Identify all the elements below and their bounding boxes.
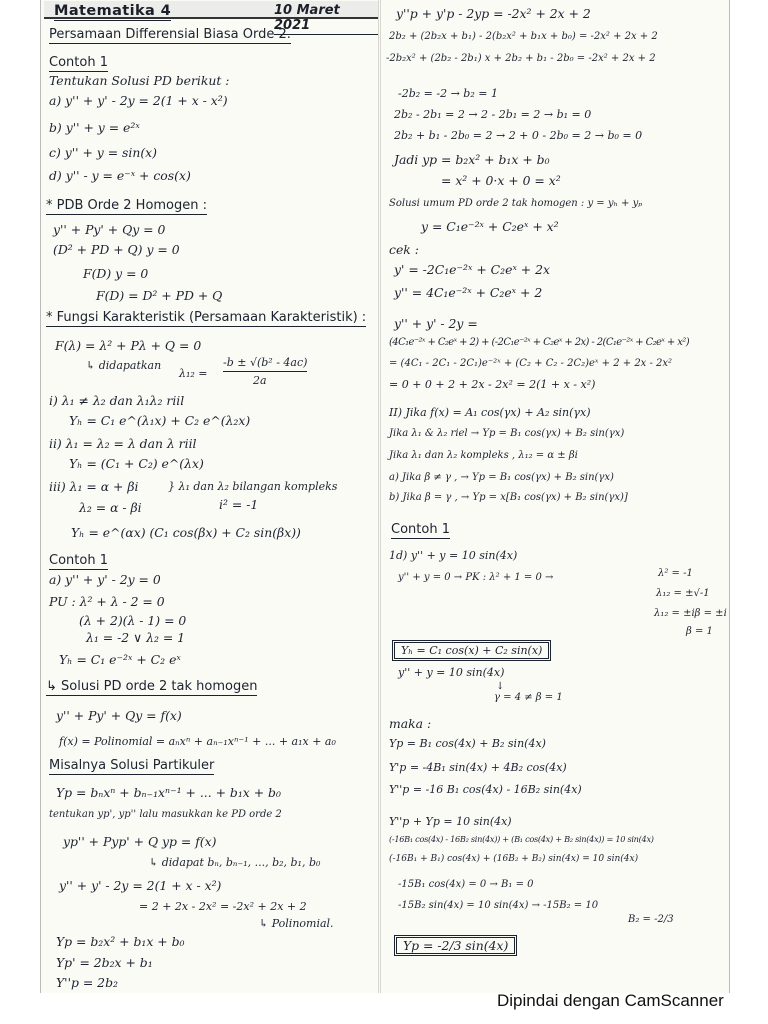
right-line-34: Yp = B₁ cos(4x) + B₂ sin(4x) xyxy=(389,737,546,750)
nonhomogen-heading: ↳ Solusi PD orde 2 tak homogen xyxy=(46,679,258,694)
problem-a: a) y'' + y' - 2y = 2(1 + x - x²) xyxy=(49,93,228,108)
problem-c: c) y'' + y = sin(x) xyxy=(49,145,158,160)
operator-eq: (D² + PD + Q) y = 0 xyxy=(53,242,180,257)
subtitle: Persamaan Differensial Biasa Orde 2. xyxy=(49,27,291,42)
left-column xyxy=(41,0,381,993)
right-line-27: λ₁₂ = ±iβ = ±i xyxy=(654,608,727,619)
right-line-13: y'' = 4C₁e⁻²ˣ + C₂eˣ + 2 xyxy=(394,285,543,300)
nonhomogen-eq: y'' + Py' + Qy = f(x) xyxy=(56,708,182,723)
task-text: Tentukan Solusi PD berikut : xyxy=(49,73,230,88)
characteristic-eq: PU : λ² + λ - 2 = 0 xyxy=(49,594,165,609)
char-heading: * Fungsi Karakteristik (Persamaan Karakteristik) : xyxy=(46,310,367,325)
page-title: Matematika 4 xyxy=(54,3,172,19)
example-2-heading: Contoh 1 xyxy=(49,553,108,568)
case-3-solution: Yₕ = e^(αx) (C₁ cos(βx) + C₂ sin(βx)) xyxy=(71,525,301,540)
case-3-note: } λ₁ dan λ₂ bilangan kompleks xyxy=(168,480,338,493)
homogen-solution-box: Yₕ = C₁ cos(x) + C₂ sin(x) xyxy=(392,640,551,661)
example-expand: = 2 + 2x - 2x² = -2x² + 2x + 2 xyxy=(139,900,307,913)
lambda-lhs: λ₁₂ = xyxy=(179,367,208,380)
problem-d: d) y'' - y = e⁻ˣ + cos(x) xyxy=(49,168,191,183)
right-line-14: y'' + y' - 2y = xyxy=(394,316,478,331)
case-3-i: i² = -1 xyxy=(219,497,259,512)
roots: λ₁ = -2 ∨ λ₂ = 1 xyxy=(86,630,186,645)
right-line-20: Jika λ₁ dan λ₂ kompleks , λ₁₂ = α ± βi xyxy=(389,450,578,461)
homogen-heading: * PDB Orde 2 Homogen : xyxy=(46,198,208,213)
polynomial-def: f(x) = Polinomial = aₙxⁿ + aₙ₋₁xⁿ⁻¹ + ... + a₁x + a₀ xyxy=(59,735,336,748)
homogen-eq: y'' + Py' + Qy = 0 xyxy=(53,222,166,237)
char-eq: F(λ) = λ² + Pλ + Q = 0 xyxy=(55,338,202,353)
right-line-5: 2b₂ - 2b₁ = 2 → 2 - 2b₁ = 2 → b₁ = 0 xyxy=(394,108,592,121)
fd-def: F(D) = D² + PD + Q xyxy=(96,288,223,303)
obtain-coefficients: ↳ didapat bₙ, bₙ₋₁, ..., b₂, b₁, b₀ xyxy=(149,856,321,869)
right-line-2: 2b₂ + (2b₂x + b₁) - 2(b₂x² + b₁x + b₀) = -2x² + 2x + 2 xyxy=(389,31,658,42)
right-line-32: γ = 4 ≠ β = 1 xyxy=(494,692,563,703)
right-line-25b: λ² = -1 xyxy=(658,568,693,579)
right-line-9: Solusi umum PD orde 2 tak homogen : y = yₕ + yₚ xyxy=(389,198,643,209)
notebook-page xyxy=(40,0,730,993)
right-line-4: -2b₂ = -2 → b₂ = 1 xyxy=(398,87,498,100)
right-line-41: -15B₂ sin(4x) = 10 sin(4x) → -15B₂ = 10 xyxy=(398,900,599,911)
right-line-38: (-16B₁ cos(4x) - 16B₂ sin(4x)) + (B₁ cos(4x) + B₂ sin(4x)) = 10 sin(4x) xyxy=(389,834,654,844)
right-line-15: (4C₁e⁻²ˣ + C₂eˣ + 2) + (-2C₁e⁻²ˣ + C₂eˣ + 2x) - 2(C₁e⁻²ˣ + C₂eˣ + x²) xyxy=(389,337,690,348)
case-2: ii) λ₁ = λ₂ = λ dan λ riil xyxy=(49,436,197,451)
right-line-39: (-16B₁ + B₁) cos(4x) + (16B₂ + B₂) sin(4x) = 10 sin(4x) xyxy=(389,854,639,864)
factored-eq: (λ + 2)(λ - 1) = 0 xyxy=(79,613,187,628)
right-line-31: ↓ xyxy=(496,681,505,692)
obtained-label: ↳ didapatkan xyxy=(86,359,162,372)
right-line-8: = x² + 0·x + 0 = x² xyxy=(441,173,561,188)
case-1-solution: Yₕ = C₁ e^(λ₁x) + C₂ e^(λ₂x) xyxy=(69,413,251,428)
case-1: i) λ₁ ≠ λ₂ dan λ₁λ₂ riil xyxy=(49,393,185,408)
example-eq: y'' + y' - 2y = 2(1 + x - x²) xyxy=(59,878,222,893)
substitute-eq: yp'' + Pyp' + Q yp = f(x) xyxy=(63,834,217,849)
right-line-21: a) Jika β ≠ γ , → Yp = B₁ cos(γx) + B₂ sin(γx) xyxy=(389,472,614,483)
right-line-19: Jika λ₁ & λ₂ riel → Yp = B₁ cos(γx) + B₂ sin(γx) xyxy=(389,428,625,439)
substitute-text: tentukan yp', yp'' lalu masukkan ke PD orde 2 xyxy=(49,809,282,820)
right-line-3: -2b₂x² + (2b₂ - 2b₁) x + 2b₂ + b₁ - 2b₀ = -2x² + 2x + 2 xyxy=(386,53,656,64)
right-line-26: λ₁₂ = ±√-1 xyxy=(656,588,710,599)
right-line-37: Y''p + Yp = 10 sin(4x) xyxy=(389,815,512,828)
fd-eq: F(D) y = 0 xyxy=(83,266,149,281)
right-line-1: y''p + y'p - 2yp = -2x² + 2x + 2 xyxy=(396,6,591,21)
right-line-12: y' = -2C₁e⁻²ˣ + C₂eˣ + 2x xyxy=(394,262,550,277)
case-2-solution: Yₕ = (C₁ + C₂) e^(λx) xyxy=(69,456,204,471)
right-column xyxy=(386,0,730,993)
header-bar xyxy=(44,1,378,33)
case-3-lambda2: λ₂ = α - βi xyxy=(79,500,142,515)
right-line-16: = (4C₁ - 2C₁ - 2C₁)e⁻²ˣ + (C₂ + C₂ - 2C₂)eˣ + 2 + 2x - 2x² xyxy=(389,358,673,369)
right-line-6: 2b₂ + b₁ - 2b₀ = 2 → 2 + 0 - 2b₀ = 2 → b₀ = 0 xyxy=(394,129,643,142)
right-line-35: Y'p = -4B₁ sin(4x) + 4B₂ cos(4x) xyxy=(389,761,567,774)
example-heading: Contoh 1 xyxy=(49,55,108,70)
particular-heading: Misalnya Solusi Partikuler xyxy=(49,758,215,773)
right-line-36: Y''p = -16 B₁ cos(4x) - 16B₂ sin(4x) xyxy=(389,783,582,796)
right-line-22: b) Jika β = γ , → Yp = x[B₁ cos(γx) + B₂ sin(γx)] xyxy=(389,492,628,503)
right-line-42: B₂ = -2/3 xyxy=(628,914,674,925)
right-line-25: y'' + y = 0 → PK : λ² + 1 = 0 → xyxy=(398,572,554,583)
lambda-den: 2a xyxy=(253,374,267,387)
right-example-heading: Contoh 1 xyxy=(391,522,450,537)
right-line-30: y'' + y = 10 sin(4x) xyxy=(398,666,505,679)
case-3-lambda1: iii) λ₁ = α + βi xyxy=(49,479,139,494)
particular-form: Yp = bₙxⁿ + bₙ₋₁xⁿ⁻¹ + ... + b₁x + b₀ xyxy=(56,785,281,800)
right-line-28: β = 1 xyxy=(686,626,713,637)
right-line-11: cek : xyxy=(389,242,419,257)
problem-b: b) y'' + y = e²ˣ xyxy=(49,120,140,135)
right-line-10: y = C₁e⁻²ˣ + C₂eˣ + x² xyxy=(421,219,559,234)
camscanner-watermark: Dipindai dengan CamScanner xyxy=(497,991,724,1010)
right-line-17: = 0 + 0 + 2 + 2x - 2x² = 2(1 + x - x²) xyxy=(389,378,596,391)
right-line-33: maka : xyxy=(389,716,432,731)
lambda-num: -b ± √(b² - 4ac) xyxy=(223,355,307,372)
right-line-40: -15B₁ cos(4x) = 0 → B₁ = 0 xyxy=(398,879,534,890)
yp-trial: Yp = b₂x² + b₁x + b₀ xyxy=(56,934,185,949)
right-line-7: Jadi yp = b₂x² + b₁x + b₀ xyxy=(394,152,550,167)
right-line-18: II) Jika f(x) = A₁ cos(γx) + A₂ sin(γx) xyxy=(389,406,591,419)
yp-second-derivative: Y''p = 2b₂ xyxy=(56,975,118,990)
polynomial-label: ↳ Polinomial. xyxy=(259,917,334,930)
page-date: 10 Maret 2021 xyxy=(274,3,378,35)
right-line-24: 1d) y'' + y = 10 sin(4x) xyxy=(389,549,518,562)
particular-solution-box: Yp = -2/3 sin(4x) xyxy=(394,935,517,956)
example-a: a) y'' + y' - 2y = 0 xyxy=(49,572,161,587)
yp-first-derivative: Yp' = 2b₂x + b₁ xyxy=(56,955,153,970)
homogen-solution: Yₕ = C₁ e⁻²ˣ + C₂ eˣ xyxy=(59,652,181,667)
